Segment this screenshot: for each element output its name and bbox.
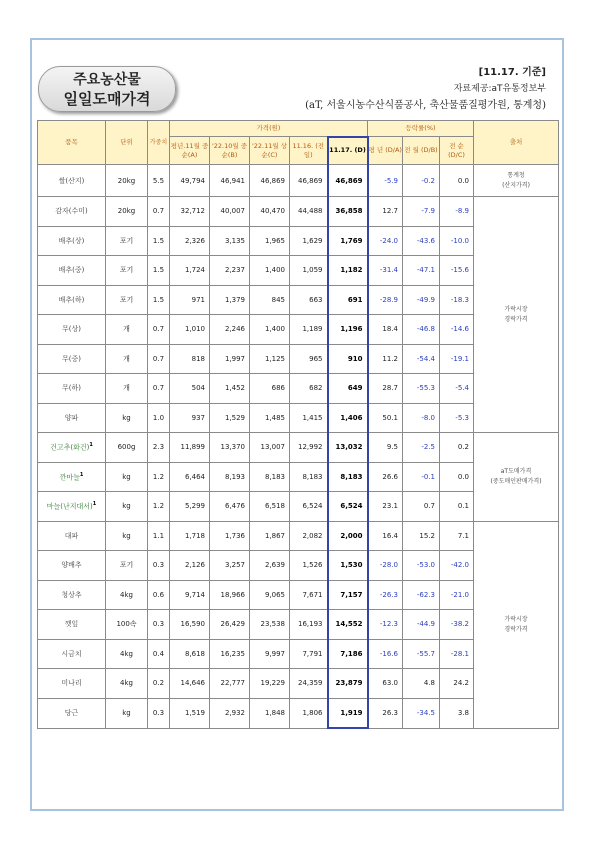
item-name: 무(상): [62, 325, 81, 334]
cell-price-prev: 8,183: [290, 462, 328, 492]
header-p1: 평년.11월 중순(A): [170, 137, 210, 165]
cell-unit: 개: [106, 344, 148, 374]
cell-price-a: 14,646: [170, 669, 210, 699]
footnote-marker: 1: [89, 442, 93, 449]
sources-line: (aT, 서울시농수산식품공사, 축산물품질평가원, 통계청): [305, 100, 546, 111]
cell-rate-r2: -47.1: [403, 256, 440, 286]
cell-weight: 0.2: [148, 669, 170, 699]
cell-price-prev: 1,806: [290, 698, 328, 728]
cell-weight: 0.3: [148, 610, 170, 640]
item-name: 깻잎: [64, 620, 79, 629]
cell-price-d: 649: [328, 374, 368, 404]
title-line-1: 주요농산물: [73, 72, 141, 88]
source-label-2: (산지가격): [502, 181, 530, 189]
cell-item: [38, 226, 106, 256]
cell-price-prev: 7,791: [290, 639, 328, 669]
cell-weight: 1.0: [148, 403, 170, 433]
header-r2: 전 월 (D/B): [403, 137, 440, 165]
cell-weight: 0.7: [148, 197, 170, 227]
table-row: [38, 197, 559, 227]
cell-weight: 0.7: [148, 344, 170, 374]
item-name: 깐마늘: [59, 472, 80, 481]
cell-price-prev: 663: [290, 285, 328, 315]
cell-item: [38, 580, 106, 610]
cell-rate-r3: -21.0: [440, 580, 474, 610]
header-rate-group: 등락률(%): [368, 121, 474, 137]
cell-price-d: 8,183: [328, 462, 368, 492]
header-price-group: 가격(원): [170, 121, 368, 137]
cell-price-prev: 46,869: [290, 165, 328, 197]
title-badge: [38, 66, 176, 112]
cell-price-a: 937: [170, 403, 210, 433]
cell-price-c: 1,867: [250, 521, 290, 551]
cell-unit: 포기: [106, 256, 148, 286]
cell-price-d: 7,157: [328, 580, 368, 610]
cell-price-b: 1,736: [210, 521, 250, 551]
base-date: [11.17. 기준]: [478, 67, 546, 78]
table-row: [38, 433, 559, 463]
cell-price-b: 8,193: [210, 462, 250, 492]
header-r3: 전 순 (D/C): [440, 137, 474, 165]
header-weight: 가중치: [148, 121, 170, 165]
header-p5: 11.17. (D): [328, 137, 368, 165]
cell-price-a: 1,519: [170, 698, 210, 728]
cell-price-a: 32,712: [170, 197, 210, 227]
item-name: 쌀(산지): [58, 176, 85, 185]
cell-price-a: 1,718: [170, 521, 210, 551]
cell-rate-r3: 0.2: [440, 433, 474, 463]
item-name: 양파: [64, 413, 79, 422]
header-p3: '22.11월 상순(C): [250, 137, 290, 165]
cell-price-b: 16,235: [210, 639, 250, 669]
cell-rate-r2: 4.8: [403, 669, 440, 699]
cell-price-b: 6,476: [210, 492, 250, 522]
cell-unit: 개: [106, 315, 148, 345]
header-p4: 11.16. (전일): [290, 137, 328, 165]
item-name: 건고추(화건): [50, 443, 90, 452]
item-name: 감자(수미): [55, 207, 88, 216]
cell-rate-r1: -31.4: [368, 256, 403, 286]
cell-rate-r1: 50.1: [368, 403, 403, 433]
footnote-marker: 1: [79, 471, 84, 478]
cell-rate-r2: -54.4: [403, 344, 440, 374]
cell-unit: 포기: [106, 551, 148, 581]
cell-price-d: 23,879: [328, 669, 368, 699]
cell-unit: 4kg: [106, 669, 148, 699]
source-label-2: 경락가격: [504, 625, 528, 633]
cell-rate-r3: -18.3: [440, 285, 474, 315]
cell-item: [38, 551, 106, 581]
cell-rate-r3: -8.9: [440, 197, 474, 227]
cell-price-c: 845: [250, 285, 290, 315]
item-name: 무(중): [62, 354, 81, 363]
cell-item: [38, 344, 106, 374]
cell-price-prev: 1,629: [290, 226, 328, 256]
cell-rate-r1: -26.3: [368, 580, 403, 610]
cell-price-a: 49,794: [170, 165, 210, 197]
cell-unit: 600g: [106, 433, 148, 463]
cell-rate-r1: 26.6: [368, 462, 403, 492]
footnote-marker: 1: [92, 501, 97, 508]
cell-price-d: 14,552: [328, 610, 368, 640]
cell-rate-r3: -19.1: [440, 344, 474, 374]
cell-unit: 4kg: [106, 580, 148, 610]
cell-item: [38, 698, 106, 728]
cell-rate-r2: -0.2: [403, 165, 440, 197]
cell-price-prev: 1,189: [290, 315, 328, 345]
cell-rate-r1: 11.2: [368, 344, 403, 374]
cell-rate-r1: 9.5: [368, 433, 403, 463]
cell-unit: 포기: [106, 226, 148, 256]
cell-rate-r1: 28.7: [368, 374, 403, 404]
cell-rate-r3: 24.2: [440, 669, 474, 699]
table-row: [38, 165, 559, 197]
cell-item: [38, 521, 106, 551]
cell-unit: 20kg: [106, 197, 148, 227]
cell-price-a: 16,590: [170, 610, 210, 640]
cell-price-b: 26,429: [210, 610, 250, 640]
cell-price-a: 6,464: [170, 462, 210, 492]
cell-unit: 개: [106, 374, 148, 404]
cell-price-b: 40,007: [210, 197, 250, 227]
cell-weight: 1.2: [148, 492, 170, 522]
cell-price-b: 3,257: [210, 551, 250, 581]
cell-weight: 0.4: [148, 639, 170, 669]
cell-rate-r3: -15.6: [440, 256, 474, 286]
cell-rate-r3: -10.0: [440, 226, 474, 256]
cell-rate-r2: 0.7: [403, 492, 440, 522]
cell-rate-r2: -0.1: [403, 462, 440, 492]
cell-rate-r1: 18.4: [368, 315, 403, 345]
cell-rate-r3: -14.6: [440, 315, 474, 345]
cell-item: [38, 669, 106, 699]
cell-price-prev: 1,526: [290, 551, 328, 581]
cell-item: [38, 285, 106, 315]
cell-price-c: 1,485: [250, 403, 290, 433]
cell-rate-r1: -28.0: [368, 551, 403, 581]
cell-item: [38, 315, 106, 345]
cell-price-prev: 16,193: [290, 610, 328, 640]
cell-price-prev: 1,059: [290, 256, 328, 286]
cell-price-d: 1,769: [328, 226, 368, 256]
cell-price-prev: 12,992: [290, 433, 328, 463]
cell-price-a: 9,714: [170, 580, 210, 610]
cell-item: [38, 165, 106, 197]
header-p2: '22.10월 중순(B): [210, 137, 250, 165]
item-name: 무(하): [62, 384, 81, 393]
cell-price-c: 1,400: [250, 256, 290, 286]
cell-weight: 1.5: [148, 226, 170, 256]
cell-rate-r2: -55.3: [403, 374, 440, 404]
cell-item: [38, 462, 106, 492]
cell-rate-r3: -38.2: [440, 610, 474, 640]
cell-unit: 4kg: [106, 639, 148, 669]
cell-unit: 포기: [106, 285, 148, 315]
cell-rate-r1: 16.4: [368, 521, 403, 551]
cell-weight: 5.5: [148, 165, 170, 197]
cell-price-b: 2,237: [210, 256, 250, 286]
cell-price-a: 8,618: [170, 639, 210, 669]
cell-weight: 0.7: [148, 315, 170, 345]
cell-rate-r2: -44.9: [403, 610, 440, 640]
cell-source: [474, 165, 559, 197]
cell-price-c: 1,400: [250, 315, 290, 345]
cell-rate-r3: 3.8: [440, 698, 474, 728]
cell-rate-r1: -24.0: [368, 226, 403, 256]
item-name: 당근: [64, 709, 79, 717]
cell-price-b: 1,379: [210, 285, 250, 315]
cell-weight: 2.3: [148, 433, 170, 463]
source-label-1: 통계청: [507, 171, 525, 179]
header-r1: 평 년 (D/A): [368, 137, 403, 165]
cell-price-b: 46,941: [210, 165, 250, 197]
cell-rate-r1: 12.7: [368, 197, 403, 227]
cell-weight: 0.3: [148, 698, 170, 728]
cell-weight: 1.5: [148, 256, 170, 286]
cell-source: [474, 521, 559, 728]
item-name: 시금치: [61, 649, 82, 658]
cell-price-d: 2,000: [328, 521, 368, 551]
table-row: [38, 521, 559, 551]
cell-rate-r2: -46.8: [403, 315, 440, 345]
header-item: 품목: [38, 121, 106, 165]
cell-rate-r3: -42.0: [440, 551, 474, 581]
data-provider: 자료제공:aT유통정보부: [453, 84, 546, 94]
cell-price-prev: 682: [290, 374, 328, 404]
cell-item: [38, 256, 106, 286]
cell-price-b: 2,932: [210, 698, 250, 728]
header-source: 출처: [474, 121, 559, 165]
cell-rate-r2: -7.9: [403, 197, 440, 227]
cell-weight: 1.1: [148, 521, 170, 551]
price-table: [37, 120, 559, 729]
cell-rate-r2: -2.5: [403, 433, 440, 463]
cell-rate-r3: -5.4: [440, 374, 474, 404]
source-label-1: 가락시장: [504, 305, 528, 313]
cell-price-prev: 1,415: [290, 403, 328, 433]
cell-price-d: 1,406: [328, 403, 368, 433]
cell-price-c: 19,229: [250, 669, 290, 699]
title-line-2: 일일도매가격: [63, 90, 151, 108]
cell-source: [474, 433, 559, 522]
cell-price-d: 1,196: [328, 315, 368, 345]
cell-unit: kg: [106, 521, 148, 551]
source-label-1: aT도매가격: [500, 467, 532, 475]
cell-rate-r1: 63.0: [368, 669, 403, 699]
cell-rate-r2: -34.5: [403, 698, 440, 728]
cell-price-a: 1,724: [170, 256, 210, 286]
cell-rate-r2: -62.3: [403, 580, 440, 610]
cell-price-c: 6,518: [250, 492, 290, 522]
cell-price-a: 11,899: [170, 433, 210, 463]
cell-price-prev: 2,082: [290, 521, 328, 551]
cell-price-a: 2,126: [170, 551, 210, 581]
cell-price-c: 40,470: [250, 197, 290, 227]
cell-price-c: 8,183: [250, 462, 290, 492]
cell-unit: 20kg: [106, 165, 148, 197]
item-name: 배추(중): [58, 266, 85, 275]
cell-rate-r1: -28.9: [368, 285, 403, 315]
cell-price-b: 22,777: [210, 669, 250, 699]
cell-price-c: 1,848: [250, 698, 290, 728]
cell-price-c: 1,125: [250, 344, 290, 374]
cell-item: [38, 492, 106, 522]
cell-price-d: 1,182: [328, 256, 368, 286]
item-name: 미나리: [61, 679, 82, 688]
cell-price-b: 2,246: [210, 315, 250, 345]
cell-price-b: 18,966: [210, 580, 250, 610]
cell-price-d: 46,869: [328, 165, 368, 197]
cell-item: [38, 374, 106, 404]
cell-weight: 1.5: [148, 285, 170, 315]
cell-unit: kg: [106, 492, 148, 522]
cell-weight: 1.2: [148, 462, 170, 492]
cell-price-b: 1,452: [210, 374, 250, 404]
cell-price-b: 1,529: [210, 403, 250, 433]
cell-price-b: 1,997: [210, 344, 250, 374]
cell-price-prev: 965: [290, 344, 328, 374]
cell-rate-r3: 0.1: [440, 492, 474, 522]
cell-rate-r2: -53.0: [403, 551, 440, 581]
cell-rate-r2: -8.0: [403, 403, 440, 433]
cell-price-c: 9,065: [250, 580, 290, 610]
cell-rate-r1: -16.6: [368, 639, 403, 669]
cell-price-prev: 44,488: [290, 197, 328, 227]
cell-price-c: 9,997: [250, 639, 290, 669]
cell-source: [474, 197, 559, 433]
cell-rate-r1: -5.9: [368, 165, 403, 197]
cell-unit: 100속: [106, 610, 148, 640]
cell-price-d: 36,858: [328, 197, 368, 227]
cell-price-d: 910: [328, 344, 368, 374]
cell-price-a: 818: [170, 344, 210, 374]
cell-rate-r3: 0.0: [440, 462, 474, 492]
cell-price-c: 23,538: [250, 610, 290, 640]
cell-rate-r1: 23.1: [368, 492, 403, 522]
item-name: 청상추: [61, 590, 82, 599]
cell-price-prev: 6,524: [290, 492, 328, 522]
cell-price-c: 2,639: [250, 551, 290, 581]
cell-rate-r1: -12.3: [368, 610, 403, 640]
cell-price-d: 691: [328, 285, 368, 315]
cell-rate-r3: 7.1: [440, 521, 474, 551]
source-label-1: 가락시장: [504, 615, 528, 623]
cell-rate-r2: 15.2: [403, 521, 440, 551]
cell-price-prev: 24,359: [290, 669, 328, 699]
header-unit: 단위: [106, 121, 148, 165]
cell-rate-r2: -49.9: [403, 285, 440, 315]
item-name: 마늘(난지대서): [46, 502, 93, 511]
cell-price-d: 13,032: [328, 433, 368, 463]
cell-rate-r3: -28.1: [440, 639, 474, 669]
cell-price-a: 971: [170, 285, 210, 315]
cell-item: [38, 197, 106, 227]
cell-price-c: 1,965: [250, 226, 290, 256]
cell-item: [38, 610, 106, 640]
cell-item: [38, 433, 106, 463]
cell-rate-r2: -43.6: [403, 226, 440, 256]
cell-weight: 0.6: [148, 580, 170, 610]
cell-weight: 0.7: [148, 374, 170, 404]
item-name: 배추(하): [58, 295, 85, 304]
cell-price-a: 5,299: [170, 492, 210, 522]
cell-price-c: 13,007: [250, 433, 290, 463]
cell-rate-r2: -55.7: [403, 639, 440, 669]
cell-price-c: 686: [250, 374, 290, 404]
cell-price-d: 1,919: [328, 698, 368, 728]
cell-price-d: 1,530: [328, 551, 368, 581]
cell-rate-r3: -5.3: [440, 403, 474, 433]
cell-price-d: 7,186: [328, 639, 368, 669]
item-name: 대파: [64, 531, 79, 540]
cell-item: [38, 639, 106, 669]
cell-price-a: 504: [170, 374, 210, 404]
source-label-2: (중도매인판매가격): [490, 477, 542, 485]
cell-price-b: 3,135: [210, 226, 250, 256]
cell-unit: kg: [106, 698, 148, 728]
cell-weight: 0.3: [148, 551, 170, 581]
cell-item: [38, 403, 106, 433]
item-name: 양배추: [61, 561, 82, 570]
source-label-2: 경락가격: [504, 315, 528, 323]
cell-rate-r3: 0.0: [440, 165, 474, 197]
cell-price-b: 13,370: [210, 433, 250, 463]
cell-price-d: 6,524: [328, 492, 368, 522]
cell-unit: kg: [106, 462, 148, 492]
cell-unit: kg: [106, 403, 148, 433]
cell-price-a: 1,010: [170, 315, 210, 345]
cell-rate-r1: 26.3: [368, 698, 403, 728]
cell-price-prev: 7,671: [290, 580, 328, 610]
item-name: 배추(상): [58, 236, 85, 245]
cell-price-c: 46,869: [250, 165, 290, 197]
cell-price-a: 2,326: [170, 226, 210, 256]
